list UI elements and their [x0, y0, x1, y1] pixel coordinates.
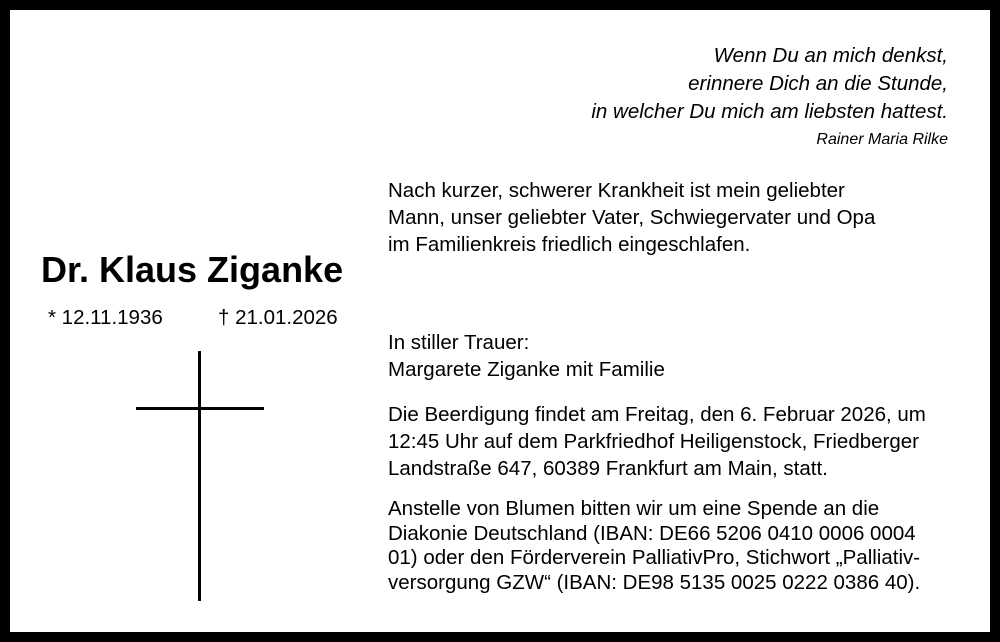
mourners-line: Margarete Ziganke mit Familie: [388, 358, 665, 381]
death-date: † 21.01.2026: [218, 306, 338, 329]
donation-info: [388, 497, 978, 595]
quote-block: [591, 42, 948, 150]
birth-date: * 12.11.1936: [48, 306, 163, 329]
quote-line: Wenn Du an mich denkst,: [713, 44, 948, 67]
obituary-card: [10, 10, 990, 632]
intro-line: im Familienkreis friedlich eingeschlafen.: [388, 233, 751, 256]
quote-line: in welcher Du mich am liebsten hattest.: [591, 100, 948, 123]
funeral-line: 12:45 Uhr auf dem Parkfriedhof Heiligenstock, Friedberger: [388, 430, 919, 453]
intro-line: Mann, unser geliebter Vater, Schwiegervater und Opa: [388, 206, 876, 229]
quote-line: erinnere Dich an die Stunde,: [688, 72, 948, 95]
donation-line: 01) oder den Förderverein PalliativPro, Stichwort „Palliativ-: [388, 546, 921, 569]
intro-text: [388, 177, 978, 258]
funeral-line: Die Beerdigung findet am Freitag, den 6. Februar 2026, um: [388, 403, 926, 426]
cross-vertical-bar: [198, 351, 201, 601]
quote-author: Rainer Maria Rilke: [816, 131, 948, 148]
donation-line: versorgung GZW“ (IBAN: DE98 5135 0025 0222 0386 40).: [388, 570, 921, 594]
donation-line: Diakonie Deutschland (IBAN: DE66 5206 0410 0006 0004: [388, 521, 916, 545]
deceased-name: Dr. Klaus Ziganke: [41, 249, 344, 290]
funeral-line: Landstraße 647, 60389 Frankfurt am Main, statt.: [388, 457, 828, 480]
cross-horizontal-bar: [136, 407, 264, 410]
funeral-info: [388, 401, 978, 482]
donation-line: Anstelle von Blumen bitten wir um eine Spende an die: [388, 497, 880, 520]
mourners-line: In stiller Trauer:: [388, 331, 530, 354]
mourners-block: [388, 329, 978, 383]
intro-line: Nach kurzer, schwerer Krankheit ist mein geliebter: [388, 179, 845, 202]
